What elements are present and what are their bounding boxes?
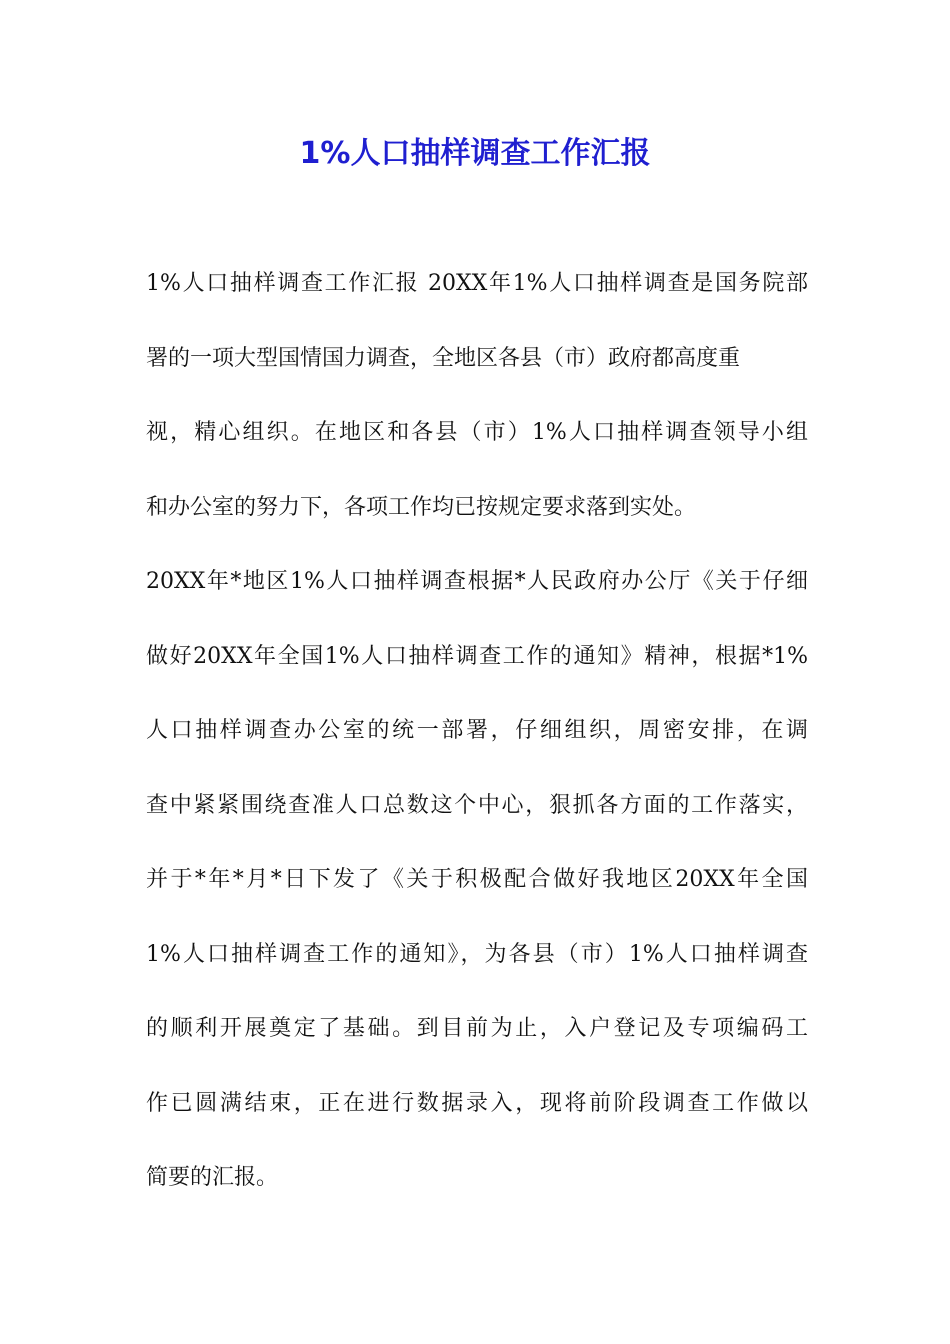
document-body: [146, 264, 808, 1233]
body-line: 20XX年*地区1%人口抽样调查根据*人民政府办公厅《关于仔细: [146, 569, 808, 594]
body-line: 署的一项大型国情国力调查，全地区各县（市）政府都高度重: [146, 345, 741, 371]
body-line: 和办公室的努力下，各项工作均已按规定要求落到实处。: [146, 494, 697, 520]
document-title: 1%人口抽样调查工作汇报: [299, 136, 651, 171]
body-line: 1%人口抽样调查工作汇报 20XX年1%人口抽样调查是国务院部: [146, 271, 808, 296]
body-line: 1%人口抽样调查工作的通知》，为各县（市）1%人口抽样调查: [146, 941, 808, 967]
body-line: 作已圆满结束，正在进行数据录入，现将前阶段调查工作做以: [146, 1090, 808, 1116]
body-line: 视，精心组织。在地区和各县（市）1%人口抽样调查领导小组: [146, 420, 808, 445]
body-line: 简要的汇报。: [146, 1165, 279, 1190]
body-line: 查中紧紧围绕查准人口总数这个中心，狠抓各方面的工作落实，: [146, 792, 808, 818]
body-line: 人口抽样调查办公室的统一部署，仔细组织，周密安排，在调: [146, 718, 808, 743]
body-line: 的顺利开展奠定了基础。到目前为止，入户登记及专项编码工: [146, 1016, 808, 1041]
body-line: 并于*年*月*日下发了《关于积极配合做好我地区20XX年全国: [146, 867, 808, 892]
body-line: 做好20XX年全国1%人口抽样调查工作的通知》精神，根据*1%: [146, 643, 808, 669]
